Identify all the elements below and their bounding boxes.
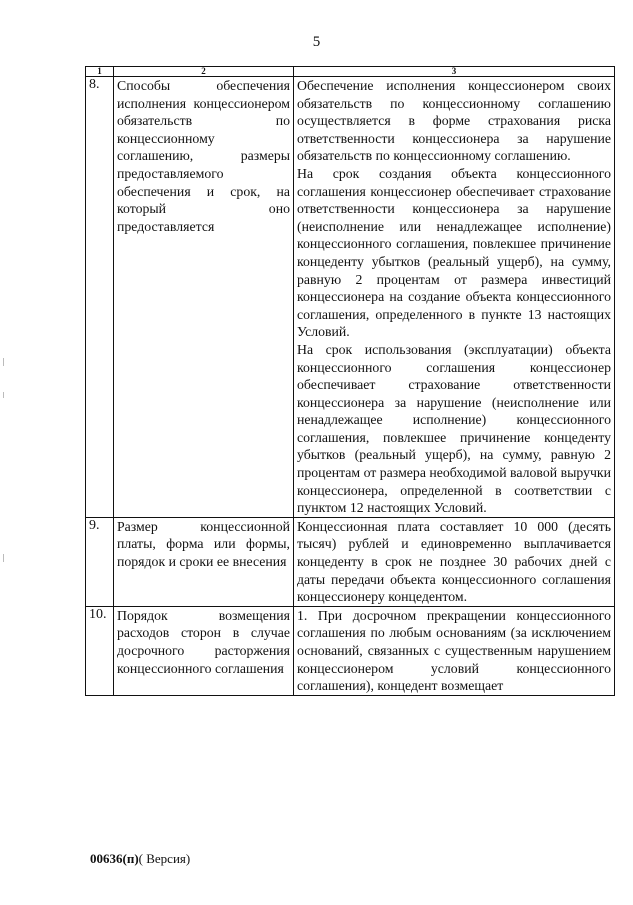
- row-title: Способы обеспечения исполнения концессионером обязательств по концессионному соглашению, размеры предоставляемого обеспечения и срок, на который оно предоставляется: [114, 77, 294, 518]
- table-row: [86, 606, 615, 695]
- document-footer: [90, 851, 190, 867]
- row-content: [294, 77, 615, 518]
- paragraph: Обеспечение исполнения концессионером своих обязательств по концессионному соглашению осуществляется в форме страхования риска ответственности концессионера за нарушение обязательств по концессионному соглашению.: [297, 78, 611, 164]
- paragraph: На срок использования (эксплуатации) объекта концессионного соглашения концессионер обеспечивает страхование ответственности концессионера за нарушение (неисполнение или ненадлежащее исполнение) концессионного соглашения, повлекшее причинение концеденту убытков (реальный ущерб), на сумму, равную 2 процентам от размера необходимой валовой выручки концессионера, определенной в соответствии с пунктом 12 настоящих Условий.: [297, 341, 611, 516]
- table-row: [86, 77, 615, 518]
- table-header-row: [86, 67, 615, 77]
- row-title: Порядок возмещения расходов сторон в случае досрочного расторжения концессионного соглашения: [114, 606, 294, 695]
- row-number: 9.: [86, 517, 114, 606]
- row-title: Размер концессионной платы, форма или формы, порядок и сроки ее внесения: [114, 517, 294, 606]
- page-number: 5: [312, 34, 321, 50]
- scan-margin-mark: [3, 358, 4, 366]
- document-version: ( Версия): [138, 851, 191, 866]
- paragraph: На срок создания объекта концессионного соглашения концессионер обеспечивает страхование ответственности концессионера за нарушение (неисполнение или ненадлежащее исполнение) концессионного соглашения, повлекшее причинение концеденту убытков (реальный ущерб), на сумму, равную 2 процентам от размера инвестиций концессионера на создание объекта концессионного соглашения, определенного в пункте 13 настоящих Условий.: [297, 165, 611, 340]
- row-number: 8.: [86, 77, 114, 518]
- column-header: 3: [294, 67, 615, 77]
- column-header: 2: [114, 67, 294, 77]
- paragraph: Концессионная плата составляет 10 000 (десять тысяч) рублей и единовременно выплачивается концеденту в срок не позднее 30 рабочих дней с даты передачи объекта концессионного соглашения концессионеру концедентом.: [297, 518, 611, 605]
- paragraph: 1. При досрочном прекращении концессионного соглашения по любым основаниям (за исключением оснований, связанных с существенным нарушением концессионером условий концессионного соглашения), концедент возмещает: [297, 607, 611, 694]
- document-code: 00636(п): [90, 851, 139, 866]
- row-number: 10.: [86, 606, 114, 695]
- table-row: [86, 517, 615, 606]
- column-header: 1: [86, 67, 114, 77]
- scan-margin-mark: [3, 554, 4, 562]
- row-content: [294, 517, 615, 606]
- conditions-table: [85, 66, 615, 696]
- scan-margin-mark: [3, 392, 4, 398]
- row-content: [294, 606, 615, 695]
